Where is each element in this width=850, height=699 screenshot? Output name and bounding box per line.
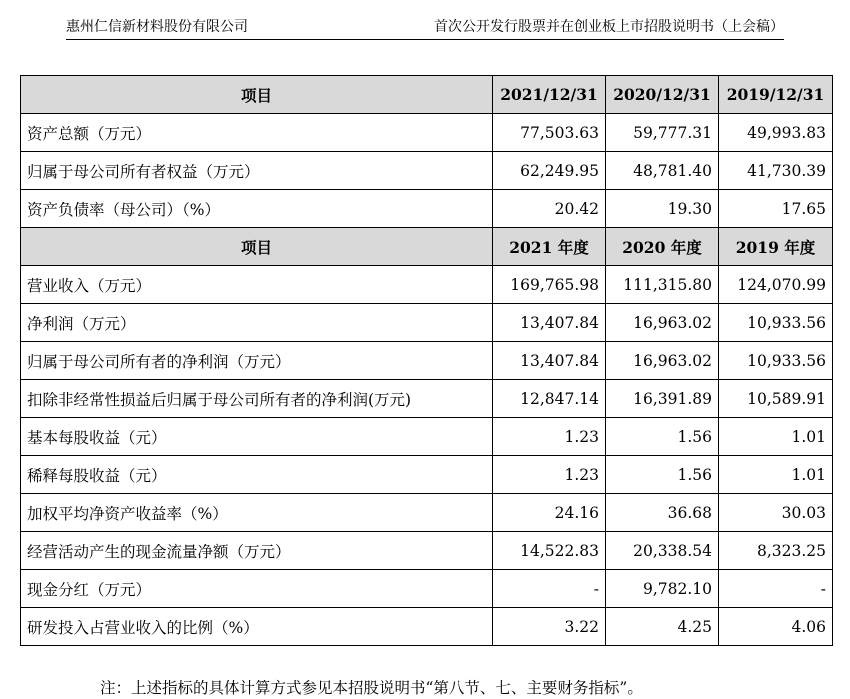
row-label: 现金分红（万元）	[21, 570, 493, 608]
table-row	[21, 418, 833, 456]
table-cell: 16,963.02	[606, 304, 719, 342]
table-cell: 13,407.84	[493, 304, 606, 342]
table-cell: 8,323.25	[719, 532, 833, 570]
table-cell: 9,782.10	[606, 570, 719, 608]
table-row	[21, 114, 833, 152]
table-row	[21, 266, 833, 304]
table-cell: 111,315.80	[606, 266, 719, 304]
table-cell: 14,522.83	[493, 532, 606, 570]
table-cell: 1.01	[719, 456, 833, 494]
table-cell: 1.56	[606, 456, 719, 494]
table-row	[21, 190, 833, 228]
column-header: 2021 年度	[493, 228, 606, 266]
table-row	[21, 380, 833, 418]
row-label: 营业收入（万元）	[21, 266, 493, 304]
row-label: 经营活动产生的现金流量净额（万元）	[21, 532, 493, 570]
table-cell: 48,781.40	[606, 152, 719, 190]
row-label: 项目	[21, 76, 493, 114]
row-label: 净利润（万元）	[21, 304, 493, 342]
table-row	[21, 342, 833, 380]
table-cell: 169,765.98	[493, 266, 606, 304]
table-row	[21, 608, 833, 646]
table-cell: 19.30	[606, 190, 719, 228]
row-label: 加权平均净资产收益率（%）	[21, 494, 493, 532]
table-cell: 10,589.91	[719, 380, 833, 418]
table-header-row	[21, 76, 833, 114]
table-row	[21, 494, 833, 532]
row-label: 归属于母公司所有者权益（万元）	[21, 152, 493, 190]
column-header: 2021/12/31	[493, 76, 606, 114]
document-title: 首次公开发行股票并在创业板上市招股说明书（上会稿）	[434, 19, 784, 35]
row-label: 资产总额（万元）	[21, 114, 493, 152]
row-label: 归属于母公司所有者的净利润（万元）	[21, 342, 493, 380]
footnote: 注：上述指标的具体计算方式参见本招股说明书“第八节、七、主要财务指标”。	[100, 679, 643, 697]
company-name: 惠州仁信新材料股份有限公司	[66, 19, 248, 35]
table-cell: 16,391.89	[606, 380, 719, 418]
table-header-row	[21, 228, 833, 266]
table-cell: 30.03	[719, 494, 833, 532]
table-cell: 4.25	[606, 608, 719, 646]
table-row	[21, 304, 833, 342]
table-cell: 13,407.84	[493, 342, 606, 380]
table-cell: 10,933.56	[719, 304, 833, 342]
table-cell: 49,993.83	[719, 114, 833, 152]
table-cell: 62,249.95	[493, 152, 606, 190]
column-header: 2019/12/31	[719, 76, 833, 114]
financial-indicators-table	[20, 75, 833, 646]
row-label: 资产负债率（母公司）（%）	[21, 190, 493, 228]
table-cell: 16,963.02	[606, 342, 719, 380]
table-cell: 20,338.54	[606, 532, 719, 570]
column-header: 2020 年度	[606, 228, 719, 266]
table-cell: 1.23	[493, 418, 606, 456]
table-row	[21, 570, 833, 608]
row-label: 基本每股收益（元）	[21, 418, 493, 456]
table-row	[21, 152, 833, 190]
table-cell: 124,070.99	[719, 266, 833, 304]
table-cell: 1.01	[719, 418, 833, 456]
page-header	[66, 12, 784, 40]
table-cell: -	[493, 570, 606, 608]
row-label: 稀释每股收益（元）	[21, 456, 493, 494]
table-cell: 4.06	[719, 608, 833, 646]
column-header: 2019 年度	[719, 228, 833, 266]
table-cell: 10,933.56	[719, 342, 833, 380]
row-label: 项目	[21, 228, 493, 266]
table-cell: 24.16	[493, 494, 606, 532]
table-cell: 3.22	[493, 608, 606, 646]
row-label: 扣除非经常性损益后归属于母公司所有者的净利润(万元)	[21, 380, 493, 418]
table-cell: 17.65	[719, 190, 833, 228]
table-row	[21, 456, 833, 494]
table-cell: 1.23	[493, 456, 606, 494]
table-row	[21, 532, 833, 570]
column-header: 2020/12/31	[606, 76, 719, 114]
table-cell: 1.56	[606, 418, 719, 456]
table-cell: 20.42	[493, 190, 606, 228]
table-cell: -	[719, 570, 833, 608]
table-cell: 77,503.63	[493, 114, 606, 152]
table-cell: 59,777.31	[606, 114, 719, 152]
table-cell: 36.68	[606, 494, 719, 532]
table-cell: 12,847.14	[493, 380, 606, 418]
row-label: 研发投入占营业收入的比例（%）	[21, 608, 493, 646]
table-cell: 41,730.39	[719, 152, 833, 190]
